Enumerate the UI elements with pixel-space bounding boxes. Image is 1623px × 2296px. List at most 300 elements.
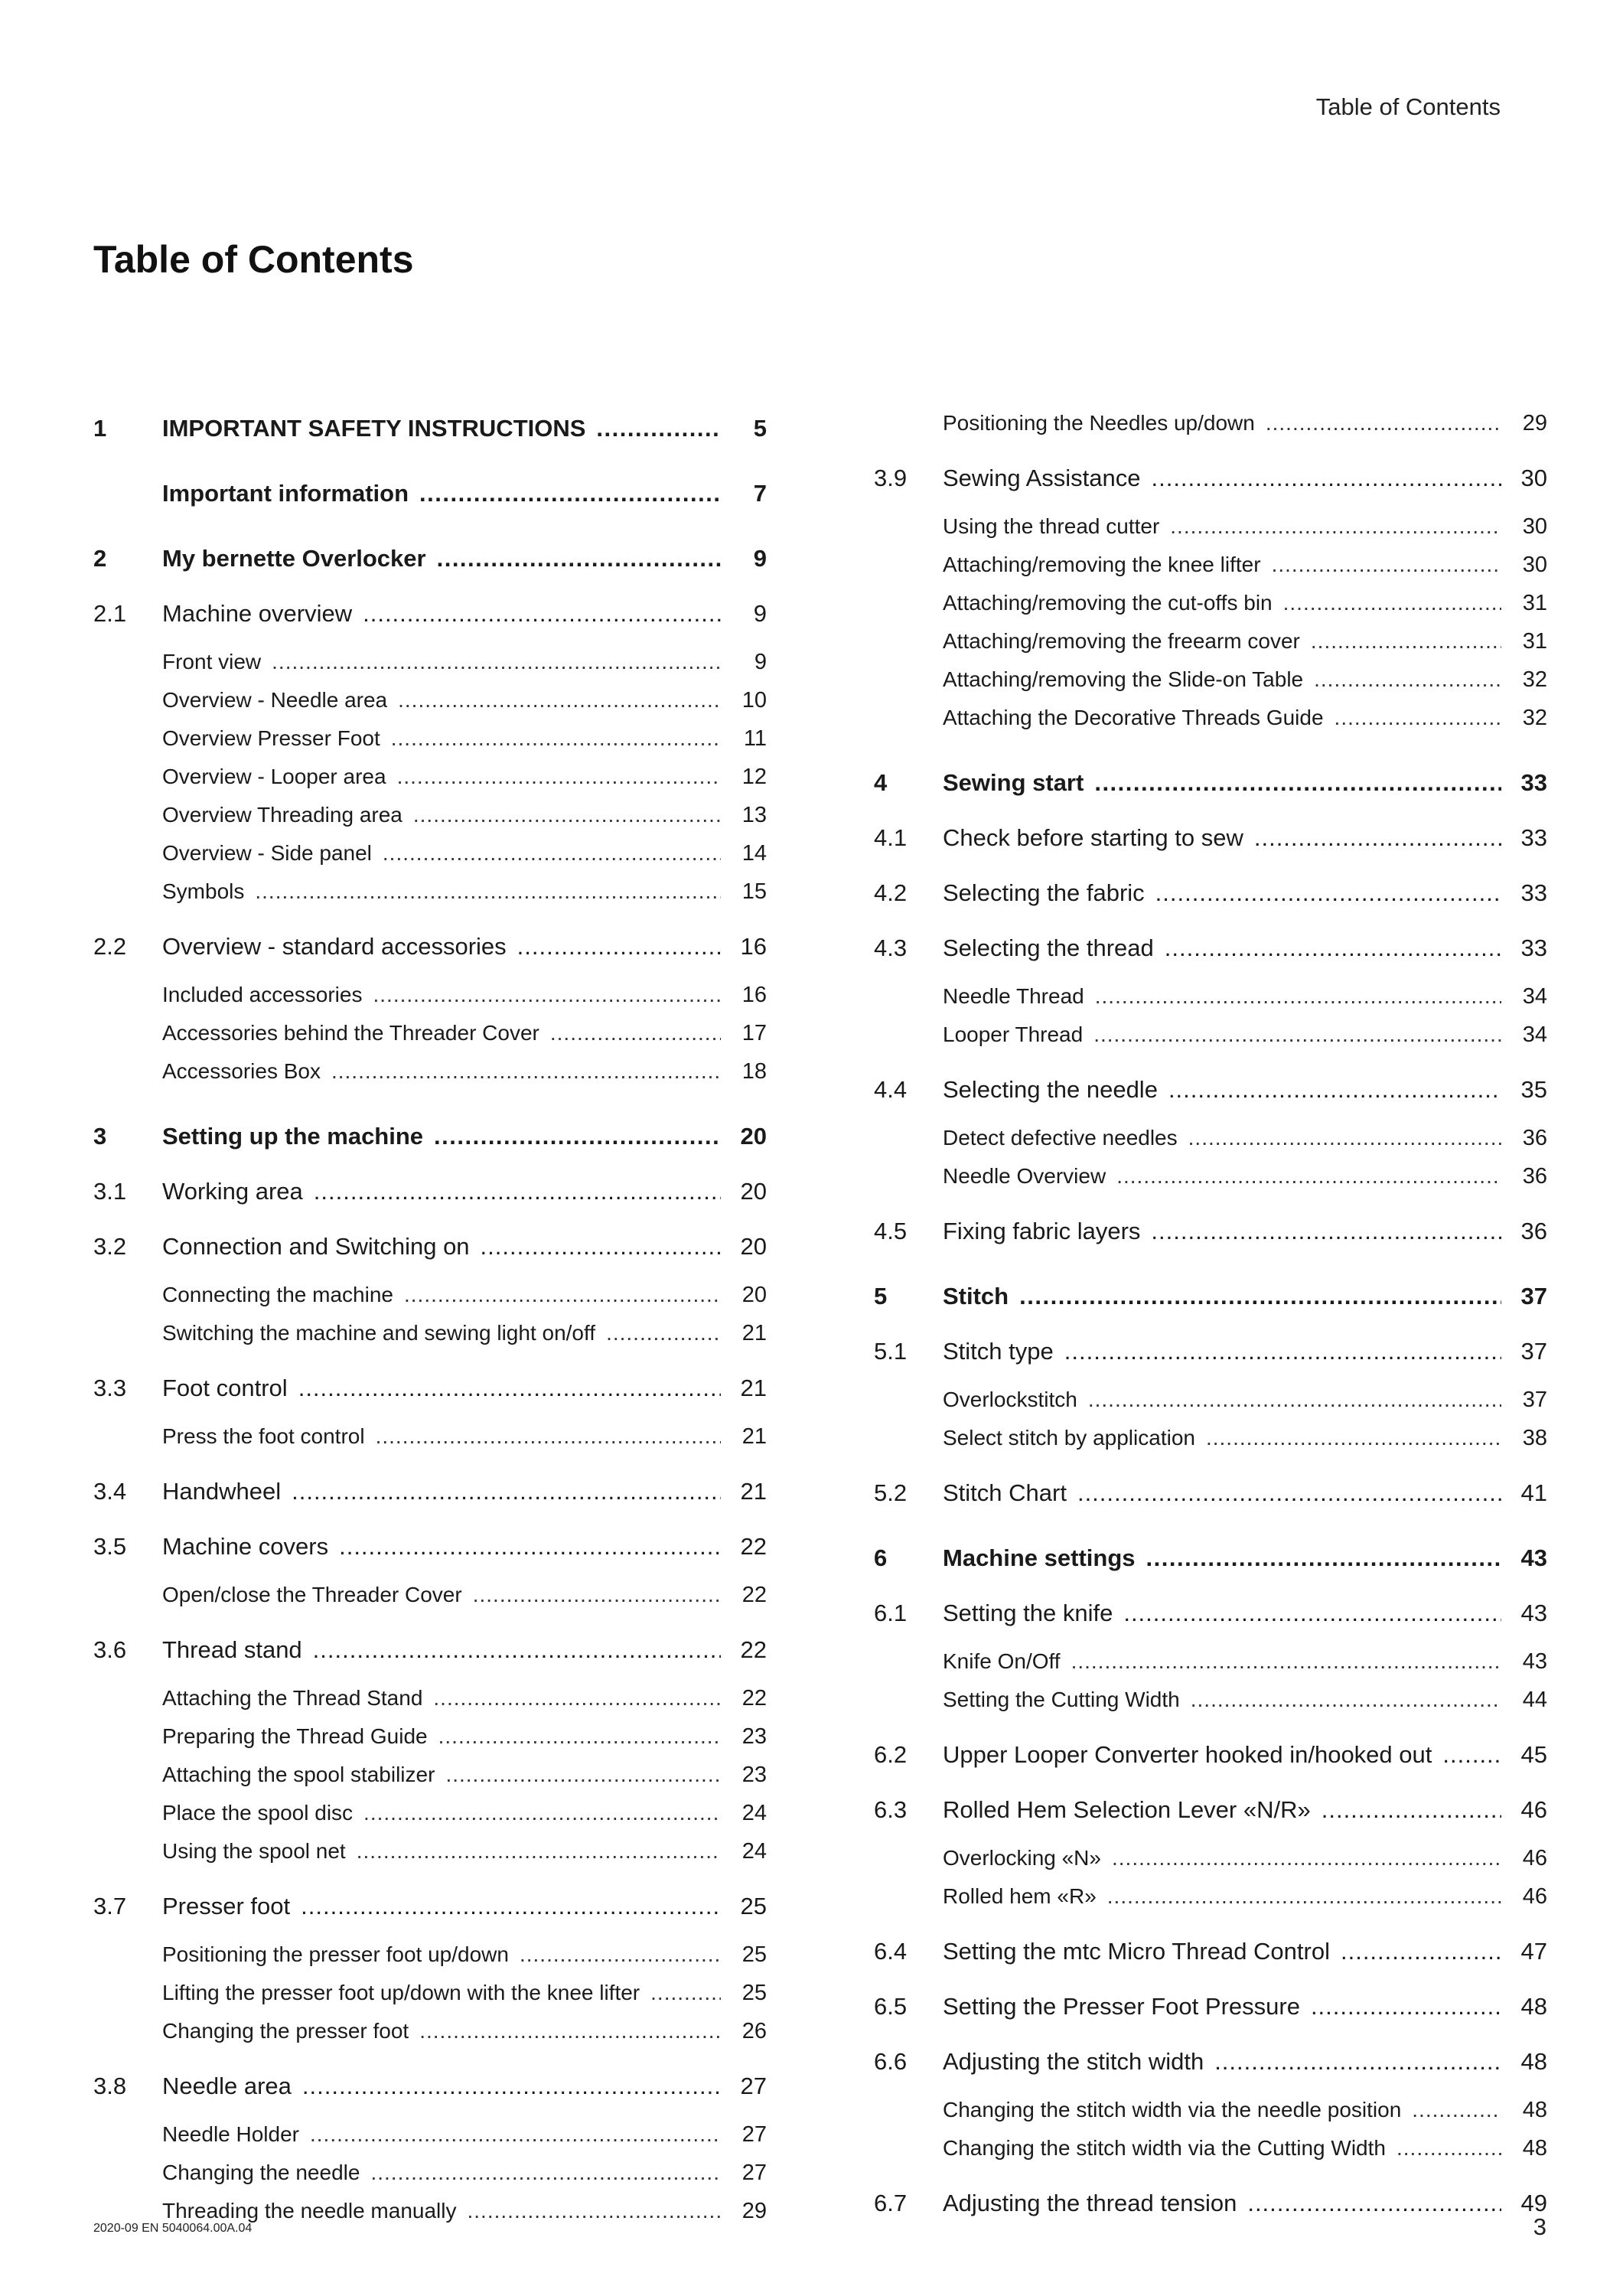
toc-entry-title: Detect defective needles: [943, 1126, 1178, 1150]
toc-entry-title-wrap: [162, 480, 721, 507]
toc-entry[interactable]: [874, 699, 1547, 737]
toc-entry-title: Changing the presser foot: [162, 2019, 409, 2043]
toc-entry-title: Rolled Hem Selection Lever «N/R»: [943, 1796, 1311, 1823]
toc-entry-title-wrap: [943, 1283, 1501, 1310]
toc-entry-title-wrap: [943, 2048, 1501, 2076]
toc-entry[interactable]: [874, 1877, 1547, 1916]
toc-entry-page: 16: [740, 933, 767, 960]
toc-entry-title: Working area: [162, 1178, 303, 1205]
toc-entry-title: Machine settings: [943, 1544, 1136, 1571]
toc-dot-leader: [398, 688, 721, 713]
toc-entry-title: My bernette Overlocker: [162, 545, 426, 572]
toc-dot-leader: [1322, 1796, 1501, 1824]
toc-dot-leader: [1191, 1688, 1501, 1712]
toc-entry-title: Setting the Presser Foot Pressure: [943, 1993, 1300, 2020]
toc-entry-title-wrap: [943, 1600, 1501, 1627]
toc-entry-page: 41: [1520, 1479, 1547, 1506]
toc-entry[interactable]: [874, 2091, 1547, 2129]
toc-entry-title: Important information: [162, 480, 409, 507]
toc-entry-title-wrap: [162, 1321, 721, 1345]
toc-entry-title: Needle area: [162, 2073, 292, 2099]
toc-entry[interactable]: [93, 1576, 767, 1614]
toc-entry[interactable]: [874, 1332, 1547, 1371]
toc-entry-title: Overview - Needle area: [162, 688, 388, 712]
toc-entry-number: 4.5: [874, 1218, 908, 1244]
toc-entry-title: Stitch type: [943, 1338, 1054, 1365]
toc-entry[interactable]: [93, 1473, 767, 1511]
toc-dot-leader: [1311, 1993, 1501, 2020]
toc-entry-number: 1: [93, 415, 107, 442]
toc-entry-title: Stitch: [943, 1283, 1009, 1309]
toc-entry-number: 4: [874, 769, 888, 796]
toc-entry[interactable]: [93, 928, 767, 966]
toc-entry-title-wrap: [162, 650, 721, 674]
toc-entry[interactable]: [93, 409, 767, 448]
toc-entry-title-wrap: [162, 2073, 721, 2100]
toc-entry-number: 2: [93, 545, 107, 572]
toc-entry-number: 3.6: [93, 1636, 127, 1663]
toc-entry-title: Check before starting to sew: [943, 824, 1243, 851]
toc-entry[interactable]: [93, 2115, 767, 2154]
toc-entry-title-wrap: [162, 1283, 721, 1307]
toc-entry-title: Setting the Cutting Width: [943, 1688, 1180, 1711]
toc-entry-title: Connection and Switching on: [162, 1233, 470, 1260]
toc-entry-title: Setting the mtc Micro Thread Control: [943, 1938, 1330, 1965]
toc-dot-leader: [1093, 1022, 1501, 1047]
toc-entry[interactable]: [874, 1839, 1547, 1877]
toc-entry-page: 29: [1522, 410, 1547, 435]
toc-entry[interactable]: [874, 1642, 1547, 1681]
toc-dot-leader: [650, 1981, 721, 2005]
toc-entry-title-wrap: [162, 1478, 721, 1505]
toc-entry-title: Symbols: [162, 879, 245, 903]
toc-entry-title: Open/close the Threader Cover: [162, 1583, 462, 1606]
toc-entry[interactable]: [93, 1794, 767, 1832]
toc-entry-title: Changing the needle: [162, 2161, 360, 2184]
toc-entry[interactable]: [93, 2067, 767, 2105]
toc-entry-title-wrap: [162, 1178, 721, 1205]
toc-entry-title-wrap: [162, 1059, 721, 1084]
toc-entry[interactable]: [874, 1988, 1547, 2026]
toc-entry-title-wrap: [162, 1021, 721, 1045]
toc-entry-page: 48: [1522, 2135, 1547, 2161]
toc-entry-title-wrap: [162, 841, 721, 866]
toc-entry-number: 4.3: [874, 934, 908, 961]
toc-entry-title: Machine covers: [162, 1533, 329, 1560]
toc-entry-title: Knife On/Off: [943, 1649, 1061, 1673]
toc-entry[interactable]: [93, 976, 767, 1014]
toc-dot-leader: [292, 1478, 721, 1505]
toc-entry-page: 25: [740, 1893, 767, 1919]
toc-entry[interactable]: [93, 1974, 767, 2012]
toc-entry[interactable]: [874, 546, 1547, 584]
toc-entry-number: 4.2: [874, 879, 908, 906]
toc-entry[interactable]: [874, 1119, 1547, 1157]
toc-entry-page: 21: [741, 1424, 767, 1449]
toc-entry[interactable]: [93, 758, 767, 796]
toc-entry-page: 9: [753, 545, 767, 572]
toc-entry[interactable]: [874, 929, 1547, 967]
toc-entry-title: Selecting the needle: [943, 1076, 1158, 1103]
toc-entry-page: 33: [1520, 824, 1547, 851]
toc-entry-title-wrap: [943, 553, 1501, 577]
toc-entry-title-wrap: [162, 879, 721, 904]
toc-entry-title-wrap: [162, 1233, 721, 1261]
toc-entry[interactable]: [93, 1228, 767, 1266]
toc-dot-leader: [1206, 1426, 1501, 1450]
toc-entry[interactable]: [874, 1157, 1547, 1195]
toc-entry-title-wrap: [162, 545, 721, 572]
toc-entry[interactable]: [93, 1417, 767, 1456]
toc-dot-leader: [1165, 934, 1501, 962]
toc-entry-title: Attaching the spool stabilizer: [162, 1763, 435, 1786]
toc-entry-page: 14: [741, 840, 767, 866]
toc-entry-number: 5.1: [874, 1338, 908, 1365]
toc-entry-page: 31: [1522, 590, 1547, 615]
toc-entry[interactable]: [874, 584, 1547, 622]
toc-entry-number: 3.1: [93, 1178, 127, 1205]
toc-entry[interactable]: [93, 2154, 767, 2192]
toc-entry-title-wrap: [943, 1649, 1501, 1674]
toc-dot-leader: [1094, 769, 1501, 797]
toc-dot-leader: [438, 1724, 721, 1749]
toc-dot-leader: [1188, 1126, 1501, 1150]
toc-entry-page: 36: [1522, 1163, 1547, 1189]
toc-entry-title-wrap: [943, 1688, 1501, 1712]
toc-entry-title: Attaching/removing the knee lifter: [943, 553, 1261, 576]
toc-entry-title-wrap: [943, 1426, 1501, 1450]
toc-entry-page: 23: [741, 1724, 767, 1749]
toc-entry[interactable]: [93, 1052, 767, 1091]
toc-entry[interactable]: [93, 1631, 767, 1669]
toc-entry-page: 44: [1522, 1687, 1547, 1712]
toc-entry-title-wrap: [162, 1424, 721, 1449]
toc-entry-page: 46: [1522, 1883, 1547, 1909]
toc-entry-page: 43: [1520, 1544, 1547, 1571]
toc-dot-leader: [1311, 629, 1501, 654]
toc-entry[interactable]: [874, 1932, 1547, 1971]
toc-entry-title: Setting the knife: [943, 1600, 1113, 1626]
toc-dot-leader: [1107, 1884, 1501, 1909]
toc-entry-page: 48: [1522, 2097, 1547, 2122]
toc-entry[interactable]: [93, 643, 767, 681]
toc-entry-number: 6.5: [874, 1993, 908, 2020]
toc-entry-title-wrap: [943, 879, 1501, 907]
toc-entry-title-wrap: [943, 934, 1501, 962]
toc-dot-leader: [1077, 1479, 1501, 1507]
toc-entry-title-wrap: [943, 1388, 1501, 1412]
toc-entry-number: 3.8: [93, 2073, 127, 2099]
toc-entry-title-wrap: [162, 803, 721, 827]
toc-entry-title-wrap: [943, 824, 1501, 852]
toc-entry-page: 34: [1522, 1022, 1547, 1047]
toc-entry-page: 22: [740, 1533, 767, 1560]
toc-entry-page: 30: [1520, 465, 1547, 491]
toc-dot-leader: [272, 650, 721, 674]
toc-entry-page: 43: [1520, 1600, 1547, 1626]
toc-entry-number: 5: [874, 1283, 888, 1309]
toc-entry-page: 17: [741, 1020, 767, 1045]
toc-entry[interactable]: [874, 977, 1547, 1016]
toc-entry-title: Setting up the machine: [162, 1123, 424, 1150]
toc-entry-title-wrap: [162, 600, 721, 628]
toc-entry-title: Included accessories: [162, 983, 363, 1006]
toc-entry-number: 3.7: [93, 1893, 127, 1919]
toc-entry-number: 3: [93, 1123, 107, 1150]
toc-entry-title: Overview - Looper area: [162, 765, 386, 788]
toc-entry[interactable]: [874, 459, 1547, 497]
toc-dot-leader: [1123, 1600, 1501, 1627]
toc-dot-leader: [1155, 879, 1501, 907]
toc-entry-page: 34: [1522, 983, 1547, 1009]
toc-entry[interactable]: [874, 404, 1547, 442]
toc-entry[interactable]: [874, 1791, 1547, 1829]
footer-doc-code: 2020-09 EN 5040064.00A.04: [93, 2222, 253, 2235]
toc-entry[interactable]: [874, 2043, 1547, 2081]
toc-entry-title-wrap: [162, 1763, 721, 1787]
toc-entry[interactable]: [874, 1594, 1547, 1632]
toc-dot-leader: [1151, 465, 1501, 492]
toc-entry[interactable]: [93, 1172, 767, 1211]
toc-entry-page: 47: [1520, 1938, 1547, 1965]
toc-entry-page: 24: [741, 1838, 767, 1864]
toc-entry-title: Changing the stitch width via the needle position: [943, 2098, 1402, 2122]
toc-entry-page: 30: [1522, 552, 1547, 577]
toc-dot-leader: [1412, 2098, 1501, 2122]
toc-dot-leader: [255, 879, 721, 904]
toc-entry-title: Fixing fabric layers: [943, 1218, 1141, 1244]
toc-entry[interactable]: [874, 1736, 1547, 1774]
toc-entry-page: 13: [741, 802, 767, 827]
toc-dot-leader: [310, 2122, 721, 2147]
toc-entry[interactable]: [874, 1539, 1547, 1577]
toc-entry[interactable]: [93, 1887, 767, 1926]
page-number: 3: [1533, 2213, 1546, 2240]
toc-entry-page: 20: [740, 1178, 767, 1205]
toc-entry-title-wrap: [162, 1375, 721, 1402]
toc-entry[interactable]: [874, 622, 1547, 660]
toc-entry-number: 6.2: [874, 1741, 908, 1768]
toc-entry-title-wrap: [162, 1893, 721, 1920]
toc-entry[interactable]: [93, 1314, 767, 1352]
toc-entry[interactable]: [93, 1117, 767, 1156]
toc-dot-leader: [434, 1123, 721, 1150]
toc-entry-page: 7: [753, 480, 767, 507]
toc-entry[interactable]: [93, 1832, 767, 1870]
toc-entry[interactable]: [874, 2129, 1547, 2167]
toc-entry-title-wrap: [162, 1583, 721, 1607]
toc-entry[interactable]: [93, 834, 767, 872]
toc-entry-title: Needle Overview: [943, 1164, 1106, 1188]
toc-entry-title: Thread stand: [162, 1636, 302, 1663]
toc-entry-title: Overlocking «N»: [943, 1846, 1101, 1870]
toc-entry-page: 27: [741, 2160, 767, 2185]
toc-entry-number: 3.4: [93, 1478, 127, 1505]
toc-entry[interactable]: [874, 1474, 1547, 1512]
toc-dot-leader: [302, 2073, 721, 2100]
toc-entry-title-wrap: [162, 2161, 721, 2185]
toc-entry-title-wrap: [943, 411, 1501, 435]
toc-entry[interactable]: [874, 1381, 1547, 1419]
toc-entry-number: 3.5: [93, 1533, 127, 1560]
toc-entry-page: 33: [1520, 769, 1547, 796]
toc-dot-leader: [397, 765, 721, 789]
toc-entry[interactable]: [874, 1016, 1547, 1054]
toc-entry[interactable]: [874, 660, 1547, 699]
toc-entry-page: 38: [1522, 1425, 1547, 1450]
toc-entry-title-wrap: [162, 1123, 721, 1150]
toc-entry[interactable]: [93, 681, 767, 719]
toc-entry-title: Overview - standard accessories: [162, 933, 507, 960]
toc-entry-title: Presser foot: [162, 1893, 291, 1919]
toc-entry[interactable]: [93, 475, 767, 513]
toc-entry-title-wrap: [943, 1338, 1501, 1365]
toc-entry-page: 20: [740, 1123, 767, 1150]
toc-entry-title: Lifting the presser foot up/down with the knee lifter: [162, 1981, 640, 2004]
toc-entry[interactable]: [874, 1419, 1547, 1457]
toc-entry-page: 46: [1522, 1845, 1547, 1870]
toc-left-column: [93, 409, 767, 2230]
toc-entry-title-wrap: [943, 984, 1501, 1009]
toc-entry-title: Select stitch by application: [943, 1426, 1195, 1450]
toc-entry-title: Place the spool disc: [162, 1801, 354, 1825]
running-header: Table of Contents: [1315, 93, 1501, 120]
toc-entry-page: 33: [1520, 879, 1547, 906]
toc-entry[interactable]: [93, 1276, 767, 1314]
toc-dot-leader: [596, 415, 721, 442]
toc-dot-leader: [433, 1686, 721, 1711]
toc-dot-leader: [481, 1233, 721, 1261]
toc-entry-title: Changing the stitch width via the Cutting Width: [943, 2136, 1386, 2160]
toc-entry-page: 30: [1522, 514, 1547, 539]
toc-dot-leader: [301, 1893, 721, 1920]
toc-dot-leader: [1214, 2048, 1501, 2076]
toc-entry[interactable]: [93, 1014, 767, 1052]
toc-entry-title: Machine overview: [162, 600, 353, 627]
toc-dot-leader: [331, 1059, 721, 1084]
toc-dot-leader: [404, 1283, 721, 1307]
toc-entry[interactable]: [874, 507, 1547, 546]
toc-dot-leader: [1341, 1938, 1501, 1965]
toc-entry-title: Preparing the Thread Guide: [162, 1724, 428, 1748]
toc-entry-page: 48: [1520, 2048, 1547, 2075]
toc-entry-page: 48: [1520, 1993, 1547, 2020]
toc-entry-number: 3.9: [874, 465, 908, 491]
toc-entry[interactable]: [93, 1936, 767, 1974]
toc-entry-page: 16: [741, 982, 767, 1007]
toc-entry-title: Overview - Side panel: [162, 841, 372, 865]
toc-dot-leader: [517, 933, 721, 960]
toc-entry-title: Using the thread cutter: [943, 514, 1160, 538]
toc-dot-leader: [1168, 1076, 1501, 1104]
toc-dot-leader: [550, 1021, 721, 1045]
toc-entry[interactable]: [93, 796, 767, 834]
toc-entry-title: Selecting the fabric: [943, 879, 1145, 906]
toc-entry-number: 2.1: [93, 600, 127, 627]
toc-entry-page: 9: [753, 600, 767, 627]
toc-entry-title: Threading the needle manually: [162, 2199, 457, 2223]
toc-entry-title-wrap: [943, 769, 1501, 797]
toc-dot-leader: [1116, 1164, 1501, 1189]
toc-entry[interactable]: [93, 540, 767, 578]
toc-entry[interactable]: [874, 874, 1547, 912]
toc-entry-title: Front view: [162, 650, 262, 673]
toc-entry[interactable]: [93, 872, 767, 911]
toc-entry[interactable]: [93, 1717, 767, 1756]
toc-entry-page: 23: [741, 1762, 767, 1787]
toc-entry[interactable]: [93, 1679, 767, 1717]
toc-entry-page: 32: [1522, 667, 1547, 692]
toc-dot-leader: [1442, 1741, 1501, 1769]
toc-entry-title-wrap: [162, 933, 721, 960]
toc-dot-leader: [1266, 411, 1501, 435]
toc-dot-leader: [373, 983, 721, 1007]
toc-entry-number: 3.2: [93, 1233, 127, 1260]
toc-dot-leader: [314, 1178, 721, 1205]
toc-dot-leader: [1396, 2136, 1501, 2161]
toc-entry-page: 22: [740, 1636, 767, 1663]
toc-entry-page: 9: [754, 649, 767, 674]
toc-entry-title: Positioning the presser foot up/down: [162, 1942, 509, 1966]
toc-dot-leader: [1335, 706, 1501, 730]
toc-entry[interactable]: [93, 719, 767, 758]
toc-entry-title: Handwheel: [162, 1478, 282, 1505]
toc-entry-title: Overlockstitch: [943, 1388, 1077, 1411]
toc-entry-page: 11: [743, 726, 767, 751]
toc-entry[interactable]: [874, 819, 1547, 857]
toc-entry[interactable]: [874, 1212, 1547, 1251]
toc-entry-title: Adjusting the stitch width: [943, 2048, 1204, 2075]
toc-dot-leader: [1019, 1283, 1501, 1310]
toc-entry-title-wrap: [162, 1942, 721, 1967]
toc-entry-number: 6.3: [874, 1796, 908, 1823]
toc-entry-title-wrap: [943, 2190, 1501, 2217]
toc-entry-title-wrap: [162, 2199, 721, 2223]
toc-entry-page: 27: [741, 2122, 767, 2147]
toc-entry-number: 4.4: [874, 1076, 908, 1103]
toc-entry-title: Looper Thread: [943, 1022, 1084, 1046]
toc-entry-title: Stitch Chart: [943, 1479, 1067, 1506]
toc-entry[interactable]: [874, 2184, 1547, 2223]
toc-entry-title-wrap: [162, 726, 721, 751]
toc-entry-title: Using the spool net: [162, 1839, 346, 1863]
toc-entry[interactable]: [874, 1071, 1547, 1109]
toc-entry[interactable]: [874, 1681, 1547, 1719]
toc-entry[interactable]: [93, 1369, 767, 1407]
toc-entry-title-wrap: [162, 1533, 721, 1561]
toc-entry[interactable]: [93, 595, 767, 633]
toc-entry-page: 49: [1520, 2190, 1547, 2216]
toc-dot-leader: [298, 1375, 721, 1402]
toc-entry[interactable]: [874, 764, 1547, 802]
toc-dot-leader: [1283, 591, 1501, 615]
toc-entry-number: 6: [874, 1544, 888, 1571]
toc-entry-page: 21: [741, 1320, 767, 1345]
toc-dot-leader: [1272, 553, 1501, 577]
toc-entry-title-wrap: [162, 1686, 721, 1711]
toc-dot-leader: [419, 2019, 721, 2043]
toc-dot-leader: [1151, 1218, 1501, 1245]
toc-entry-title: Sewing Assistance: [943, 465, 1141, 491]
toc-entry[interactable]: [93, 1756, 767, 1794]
toc-dot-leader: [383, 841, 721, 866]
toc-dot-leader: [1247, 2190, 1501, 2217]
toc-entry-title-wrap: [162, 1801, 721, 1825]
toc-entry-title-wrap: [162, 1981, 721, 2005]
toc-entry[interactable]: [93, 1528, 767, 1566]
toc-entry[interactable]: [874, 1277, 1547, 1316]
toc-entry[interactable]: [93, 2012, 767, 2050]
